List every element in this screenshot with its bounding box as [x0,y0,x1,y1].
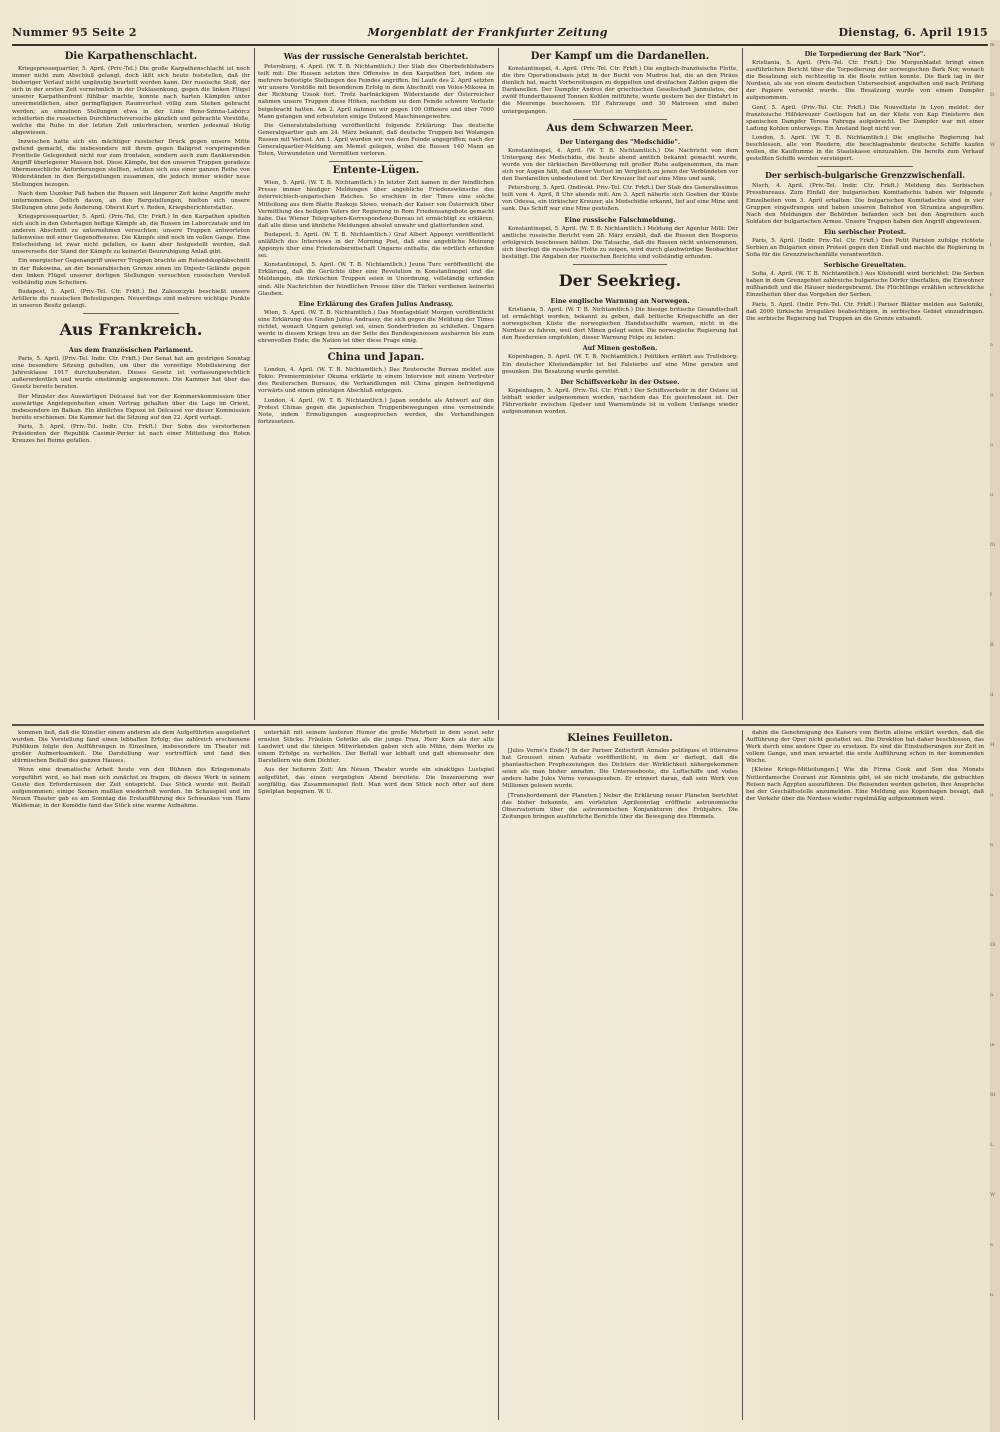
edge-letter: a [990,342,993,348]
headline-dardanellen: Der Kampf um die Dardanellen. [530,51,710,62]
subheadline: Aus dem französischen Parlament. [68,346,194,355]
article-paragraph: kommen ließ, daß die Künstler einem anderen als dem Aufgeführten ausgeliefert wurden. Die Vorstellung fand einen lebhaften Erfolg; das zahlreich erschienene Publikum folgte den Aufführungen in Einzelnen, insbesondere im Theater mit großer Aufmerksamkeit. Die Darstellung war vortrefflich und fand den stürmischen Beifall des ganzen Hauses. [12,730,250,765]
column-rule [254,48,255,720]
article-paragraph: Nisch, 4. April. (Priv.-Tel. Indir. Ctr. Frkft.) Meldung des Serbischen Pressbureaus. Zum Einfall der bulgarischen Komitadschis haben wir folgende Einzelheiten vom 3. April erhalten: Die bulgarischen Komitadschis sind in vier Gruppen eingedrungen und haben unseren Bahnhof von Strumiza angegriffen. Nach den Meldungen der Behörden befanden sich bei den Angreifern auch Soldaten der bulgarischen Armee. Unsere Truppen haben den Angriff abgewiesen. [746,183,984,225]
article-paragraph: Wenn eine dramatische Arbeit heute von den Bühnen des Kriegsmonats vorgeführt wird, so hat man sich zunächst zu fragen, ob dieses Werk in seinem Geiste den Erfordernissen der Zeit entspricht. Das Stück wurde mit Beifall aufgenommen; einige Szenen mußten wiederholt werden. Im Schauspiel und im Neuen Theater gab es am Sonntag die Erstaufführung des Schwankes von Hans Waldemar, in der Komödie fand das Stück eine warme Aufnahme. [12,767,250,809]
article-paragraph: London, 4. April. (W. T. B. Nichtamtlich.) Das Reutersche Bureau meldet aus Tokio: Premierminister Okuma erklärte in einem Interview mit einem Vertreter des Reuterschen Bureaus, die Verhandlungen mit China gingen befriedigend vorwärts und einem günstigen Abschluß entgegen. [258,367,494,395]
article-paragraph: Paris, 5. April. (Indir. Priv.-Tel. Ctr. Frkft.) Pariser Blätter melden aus Saloniki, daß 2000 türkische Irreguläre beabsichtigen, in serbisches Gebiet einzudringen. Die serbische Regierung hat Truppen an die Grenze entsandt. [746,301,984,322]
masthead [12,22,988,46]
feuilleton-column-3 [502,730,738,1420]
column-rule [254,730,255,1420]
edge-letter: u [990,792,994,798]
subheadline: Serbische Greueltaten. [823,261,907,270]
article-paragraph: Kristiania, 5. April. (W. T. B. Nichtamtlich.) Die hiesige britische Gesandtschaft ist ermächtigt worden, bekannt zu geben, daß britische Kriegsschiffe an der norwegischen Küste die norwegischen Handelsschiffe warnen, nicht in die Nordsee zu fahren, weil dort Minen gelegt seien. Die norwegische Regierung hat den Reedereien empfohlen, dieser Warnung Folge zu leisten. [502,306,738,342]
column-rule [742,48,743,720]
article-paragraph: [Kleine Kriegs-Mitteilungen.] Wie die Firma Cook and Son des Monats Notterdamsche Courant zur Kenntnis gibt, ist sie nicht imstande, die gebuchten Reisen nach Ägypten auszuführen. Die Reisenden werden gebeten, ihre Ansprüche bei der Geschäftsstelle anzumelden. Eine Meldung aus Kopenhagen besagt, daß der Verkehr über die Nordsee wieder regelmäßig aufgenommen wird. [746,767,984,802]
subheadline: Ein serbischer Protest. [823,227,907,236]
article-paragraph: Die Generalstabsleitung veröffentlicht folgende Erklärung: Das deutsche Generalquartier gab am 24. März bekannt, daß deutsche Truppen bei Wolangen Russen mit Verlust. Am 1. April wurden wir von dem Feinde angegriffen; nach der Generalquartier-Meldung am Memel gelegen, wobei die Russen 140 Mann an Toten, Verwundeten und Vermißten verloren. [258,122,494,158]
headline-seekrieg: Der Seekrieg. [558,270,682,290]
edge-letter: o [990,442,994,448]
article-paragraph: Konstantinopel, 4. April. (W. T. B. Nichtamtlich.) Die Nachricht von dem Untergang des Medschidie, die heute abend amtlich bekannt gemacht wurde, wurde von der türkischen Bevölkerung mit großer Ruhe aufgenommen, da man sich vor Augen hält, daß dieser Verlust im Vergleich zu jenen der Verbündeten vor den Dardanellen unbedeutend ist. Der Kreuzer lief auf eine Mine und sank. [502,147,738,183]
article-paragraph: Genf, 5. April. (Priv.-Tel. Ctr. Frkft.) Die Nouvelliste in Lyon meldet: der französische Hilfskreuzer Coetlogon hat an der Küste von Kap Finisterre den spanischen Dampfer Teresa Fabrega aufgebracht. Der Dampfer war mit einer Ladung Kohlen unterwegs. Ein Anstand liegt nicht vor. [746,104,984,132]
subheadline: Auf Minen gestoßen. [582,344,658,353]
article-paragraph: dahin die Genehmigung des Kaisers vom Berlin alleine erklärt werden, daß die Aufführung der Oper nicht gestattet sei. Die Direktion hat daher beschlossen, das Werk durch eine andere Oper zu ersetzen. Es sind die Einstudierungen zur Zeit in vollem Gange, und man erwartet die erste Aufführung schon in der kommenden Woche. [746,730,984,765]
article-paragraph: Kopenhagen, 5. April. (W. T. B. Nichtamtlich.) Politiken erfährt aus Trelleborg: Ein deutscher Küstendampfer ist bei Falsterbo auf eine Mine geraten und gesunken. Die Besatzung wurde gerettet. [502,354,738,375]
column-3 [502,48,738,720]
article-paragraph: Paris, 5. April. (Priv.-Tel. Indir. Ctr. Frkft.) Der Sohn des verstorbenen Präsidenten der Republik Casimir-Perier ist nach einer Mitteilung des Roten Kreuzes bei Reims gefallen. [12,423,250,445]
edge-letter: D [990,92,995,98]
divider [573,264,667,265]
edge-letter: fü [990,542,996,548]
article-paragraph: Budapest, 5. April. (Priv.-Tel. Ctr. Frkft.) Bei Zaleszczyki beschießt unsere Artillerie die russischen Befestigungen. Neuerdings sind mehrere wichtige Punkte in unseren Besitz gelangt. [12,288,250,309]
article-paragraph: unterhält mit seinem lauteren Humor die große Mehrheit in dem sonst sehr ernsten Stücke. Fräulein Gehrike als die junge Frau, Herr Kern als der alte Landwirt und die übrigen Mitwirkenden gaben sich alle Mühe, dem Werke zu einem Erfolge zu verhelfen. Der Beifall war lebhaft und galt ebensosehr den Darstellern wie dem Dichter. [258,730,494,765]
article-paragraph: Aus der heiteren Zeit: Am Neuen Theater wurde ein einaktiges Lustspiel aufgeführt, das einen vergnügten Abend bereitete. Die Inszenierung war sorgfältig, das Zusammenspiel flott. Man wird dem Stück noch öfter auf dem Spielplan begegnen. W. U. [258,767,494,795]
headline-schwarzes-meer: Aus dem Schwarzen Meer. [546,122,694,134]
article-paragraph: Kriegspressequartier, 5. April. (Priv.-Tel.) Die große Karpathenschlacht ist noch immer nicht zum Abschluß gelangt, doch läßt sich heute feststellen, daß ihr bisheriger Verlauf nicht ungünstig beurteilt werden kann. Der russische Stoß, der sich in der ersten Zeit vornehmlich in der Duklasenkung, gegen die linken Flügel unserer Karpathenfront fühlbar machte, konnte nach harten Kämpfen unter unvermeidlichen, aber geringfügigen Raumverlust völlig zum Stehen gebracht werden; an einzelnen Stellungen etwa in der Linie Bono-Szinna-Labórcz scheiterten die russischen Durchbruchsversuche gänzlich und gebrachte Vorstöße, welche die Ruhe in der letzten Zeit unterbrachen, wurden jedesmal blutig abgewiesen. [12,66,250,136]
edge-letter: St [990,1092,996,1098]
article-paragraph: Paris, 5. April. (Indir. Priv.-Tel. Ctr. Frkft.) Den Petit Parisien zufolge richtete Serbien an Bulgarien einen Protest gegen den Einfall und machte die Regierung in Sofia für die Grenzzwischenfälle verantwortlich. [746,237,984,259]
article-paragraph: Der Minister des Auswärtigen Delcassé hat vor der Kommerskommission über auswärtige Angelegenheiten einen Vortrag gehalten über die Lage im Orient, insbesondere im Balkan. Ein ähnliches Exposé ist Delcassé vor dieser Kommission bereits erschienen. Die Kammer hat die Sitzung auf den 22. April vertagt. [12,393,250,421]
headline-karpathenschlacht: Die Karpathenschlacht. [64,51,198,62]
feuilleton-column-2 [258,730,494,1420]
edge-letter: n [990,1292,994,1298]
edge-letter: a [990,892,993,898]
headline-aus-frankreich: Aus Frankreich. [59,320,203,340]
column-4 [746,48,984,720]
article-paragraph: Budapest, 5. April. (W. T. B. Nichtamtlich.) Graf Albert Apponyi veröffentlicht anläßlich des Interviews in der Morning Post, daß eine angebliche Meinung Apponyis über eine Friedensbereitschaft Ungarns enthalte, die wörtlich erfunden sei. [258,231,494,260]
divider [573,119,667,120]
subheadline: Eine englische Warnung an Norwegen. [550,296,690,305]
column-rule [498,48,499,720]
edge-letter: o [990,392,994,398]
article-paragraph: Konstantinopel, 5. April. (W. T. B. Nichtamtlich.) Jeune Turc veröffentlicht die Erklärung, daß die Gerüchte über eine Revolution in Konstantinopel und die Meldungen, die türkischen Truppen seien in Unordnung, vollständig erfunden sind. Alle Nachrichten der feindlichen Presse über die Türkei verdienen keinerlei Glauben. [258,262,494,297]
edge-letter: H [990,742,995,748]
edge-letter: u [990,492,994,498]
article-paragraph: Petersburg, 5. April. (Indirekt. Priv.-Tel. Ctr. Frkft.) Der Stab des Generalissimus teilt vom 4. April, 8 Uhr abends mit: Am 3. April näherte sich Goeben der Küste von Odessa, ein türkischer Kreuzer, als Medschidie erkannt, lief auf eine Mine und sank. Das Schiff war eine Mine gestoßen. [502,185,738,213]
column-rule [742,730,743,1420]
headline-grenzzwischenfall: Der serbisch-bulgarische Grenzzwischenfall. [764,170,966,181]
issue-number: Nummer 95 Seite 2 [12,25,137,39]
edge-letter: W [990,1192,996,1198]
edge-letter: L [990,1142,994,1148]
divider [329,161,423,162]
divider [329,348,423,349]
article-paragraph: Kristiania, 5. April. (Priv.-Tel. Ctr. Frkft.) Die Morgenbladet bringt einen ausführlichen Bericht über die Torpedierung der norwegischen Bark Nor, wonach die Besatzung sich rechtzeitig in die Boote retten konnte. Die Bark lag in der Nordsee, als sie von einem deutschen Unterseeboot angehalten und nach Prüfung der Papiere versenkt wurde. Die Besatzung wurde von einem Dampfer aufgenommen. [746,60,984,102]
article-paragraph: Sofia, 4. April. (W. T. B. Nichtamtlich.) Aus Küstendil wird berichtet: Die Serben haben in dem Grenzgebiet zahlreiche bulgarische Dörfer überfallen, die Einwohner mißhandelt und die Häuser niedergebrannt. Die Flüchtlinge erzählen schreckliche Einzelheiten über das Vorgehen der Serben. [746,271,984,299]
article-paragraph: London, 4. April. (W. T. B. Nichtamtlich.) Japan sendete als Antwort auf den Protest Chinas gegen die japanischen Truppenbewegungen eine verneinende Note, indem Ermutigungen ausgesprochen werden, die Verhandlungen fortzusetzen. [258,397,494,425]
article-paragraph: Petersburg, 4. April. (W. T. B. Nichtamtlich.) Der Stab des Oberbefehlshabers teilt mit: Die Russen setzten ihre Offensive in den Karpathen fort, indem sie mehrere befestigte Stellungen des Feindes angriffen. Im Laufe des 2. April setzten wir unsere Vorstöße mit besonderem Erfolg in dem Abschnitt von Volos-Mikowa in der Richtung Uzsok fort. Trotz hartnäckigem Widerstande der Österreicher nahmen unsere Truppen diese Höhen, nachdem sie dem Feinde schwere Verluste beigebracht hatten. Am 2. April nahmen wir gegen 100 Offiziere und über 7000 Mann gefangen und erbeuteten einige Dutzend Maschinengewehre. [258,64,494,120]
edge-letter: a [990,992,993,998]
subheadline: Die Torpedierung der Bark "Nor". [804,50,926,58]
edge-letter: f [990,192,992,198]
headline-kleines-feuilleton: Kleines Feuilleton. [567,733,673,744]
edge-letter: Di [990,942,996,948]
edge-letter: W [990,142,996,148]
subheadline: Der Untergang des "Medschidie". [559,137,681,146]
article-paragraph: Konstantinopel, 4. April. (Priv.-Tel. Ctr. Frkft.) Die englisch-französische Flotte, die ihre Operationsbasis jetzt in der Bucht von Mudros hat, die an den Piräus dienlich hat, macht Vorbereitungen zu doppelten und dreifachen Zahlen gegen die Dardanellen. Der Dampfer Andros der griechischen Gesellschaft Jannulatos, der zwölf Hunderttausend Tonnen Kohlen mitführte, wurde gestern bei der Einfahrt in die Meerenge beschossen. Elf Fahrzeuge und 30 Matrosen sind dabei untergegangen. [502,66,738,115]
article-paragraph: [Transbordement der Planeten.] Neber die Erklärung neuer Planeten berichtet das bisher bekannte, am vorletzten Aprilsonntag eröffnete astronomische Observatorium über die astronomischen Konjunkturen des Frühjahrs. Die Zeitungen bringen ausführliche Berichte über die Bewegung des Himmels. [502,792,738,820]
subheadline: Eine Erklärung des Grafen Julius Andrassy. [298,299,454,308]
article-paragraph: Wien, 5. April. (W. T. B. Nichtamtlich.) Das Montagsblatt Morgen veröffentlicht eine Erklärung des Grafen Julius Andrassy, die sich gegen die Meldung der Times richtet, wonach Ungarn geneigt sei, einen Sonderfrieden zu schließen. Ungarn werde in diesem Kriege treu an der Seite des Bundesgenossen ausharren bis zum ehrenvollen Ende; die Nation ist über diese Frage einig. [258,309,494,345]
edge-letter: r [990,292,993,298]
article-paragraph: Paris, 5. April. (Priv.-Tel. Indir. Ctr. Frkft.) Der Senat hat am gestrigen Sonntag eine besondere Sitzung gehalten, um über die vorzeitige Mobilisierung der Jahresklasse 1917 durchzuberaten. Dieses Gesetz ist verfassungsrechtlich außerordentlich und wurde einstimmig angenommen. Die Kammer hat über das Gesetz bereits beraten. [12,356,250,391]
column-2 [258,48,494,720]
article-paragraph: London, 5. April. (W. T. B. Nichtamtlich.) Die englische Regierung hat beschlossen, alle von Reedern, die beschlagnahmte deutsche Schiffe kaufen wollen, die Kauflumme in die Staatskasse einzuzahlen. Die bereits zum Verkauf gestellten Schiffe werden versteigert. [746,134,984,163]
issue-date: Dienstag, 6. April 1915 [838,25,988,39]
edge-letter: l [990,242,992,248]
article-paragraph: Nach dem Uszoker Paß haben die Russen seit längerer Zeit keine Angriffe mehr unternommen. Östlich davon, an den Bergstellungen, hielten sich unsere Stellungen ohne jede Änderung. Oberst Kurt v. Reden, Kriegsberichterstatter. [12,190,250,211]
divider [83,313,178,314]
column-1 [12,48,250,720]
divider [817,166,912,167]
adjacent-page-edge [990,40,1000,1432]
headline-china-japan: China und Japan. [327,352,425,364]
headline-entente-luegen: Entente-Lügen. [332,165,420,177]
edge-letter: d [990,692,994,698]
article-paragraph: Kopenhagen, 5. April. (Priv.-Tel. Ctr. Frkft.) Der Schiffsverkehr in der Ostsee ist lebhaft wieder aufgenommen worden, nachdem das Eis geschmolzen ist. Der Fährverkehr zwischen Gjedser und Warnemünde ist in vollem Umfange wieder aufgenommen worden. [502,387,738,415]
article-paragraph: Kriegspressequartier, 5. April. (Priv.-Tel. Ctr. Frkft.) In den Karpathen spielten sich auch in den Ostertagen heftige Kämpfe ab, die Russen im Laborczatale und im anderen Abschnitt zu unternehmen versuchten; unsere Truppen antworteten fallenweise mit einer Gegenoffensive. Die Kämpfe sind noch im vollen Gange. Eine Entscheidung ist zwar nicht gefallen, es kann aber festgestellt werden, daß unsererseits der Stand der Kämpfe zu keinerlei Beunruhigung Anlaß gibt. [12,213,250,256]
feuilleton-column-1 [12,730,250,1420]
newspaper-title: Morgenblatt der Frankfurter Zeitung [367,25,608,39]
edge-letter: B [990,642,994,648]
headline-russischer-generalstab: Was der russische Generalstab berichtet. [283,51,469,61]
article-paragraph: Ein energischer Gegenangriff unserer Truppen brachte am Rolandskopfabschnitt in der Bukowina, an der bessarabischen Grenze einen im Dnjestr-Gelände gegen den linken Flügel unserer dortigen Stellungen versuchten russischen Vorstoß vollständig zum Scheitern. [12,258,250,286]
edge-letter: f [990,592,992,598]
edge-letter: m [990,42,995,48]
article-paragraph: Konstantinopel, 5. April. (W. T. B. Nichtamtlich.) Meldung der Agentur Milli: Der amtliche russische Bericht vom 28. März erzählt, daß die Russen den Bosporus erfolgreich beschossen hätten. Die Tatsache, daß die Russen nicht unternommen, sich überlegt die russische Flotte zu zeigen, wird durch glaubwürdige Beobachter bestätigt. Die Angaben der russischen Berichte sind vollständig erfunden. [502,225,738,260]
article-paragraph: Inzwischen hatte sich ein mächtiger russischer Druck gegen unsere Mitte geltend gemacht, die insbesondere mit ihrem gegen Baligrod vorspringenden Frontteile Gelegenheit nicht nur zum frontalen, sondern auch zum flankierenden Angriff überlegener Massen bot. Diese Kämpfe, bei den unseren Truppen geradezu übermenschliche Anforderungen stellten, setzten sich aus einer ganzen Reihe von Widerständen in den Bergstellungen zusammen, die jedoch immer wieder neue Stellungen bezogen. [12,138,250,188]
feuilleton-column-4 [746,730,984,1420]
article-paragraph: Wien, 5. April. (W. T. B. Nichtamtlich.) In letzter Zeit kamen in der feindlichen Presse immer häufiger Meldungen über angebliche Friedenswünsche des österreichisch-ungarischen Reiches. So erschien in der Times eine solche Mitteilung aus dem Blatte Ruskoje Slowo, wonach der Kaiser von Österreich über Vermittlung des heiligen Vaters der Regierung in Rom Friedensangebote gemacht habe. Das Wiener Telegraphen-Korrespondenz-Bureau ist ermächtigt zu erklären, daß alle diese und ähnliche Meldungen absolut unwahr und glatterfunden sind. [258,180,494,229]
feuilleton-separator [12,724,984,726]
edge-letter: ie [990,1042,995,1048]
subheadline: Der Schiffsverkehr in der Ostsee. [560,377,680,386]
subheadline: Eine russische Falschmeldung. [564,215,676,224]
article-paragraph: [Jules Verne's Ende?] In der Pariser Zeitschrift Annales politiques et littéraires hat Grousset einen Aufsatz veröffentlicht, in dem er darlegt, daß die phantastischen Prophezeiungen des Dichters der Wirklichkeit nähergekommen seien als man bisher annahm. Die Unterseeboote, die Luftschiffe und vieles andere habe Jules Verne vorausgesehen. Er erinnert daran, daß sein Werk von Millionen gelesen wurde. [502,748,738,790]
column-rule [498,730,499,1420]
edge-letter: n [990,842,994,848]
edge-letter: e [990,1242,993,1248]
